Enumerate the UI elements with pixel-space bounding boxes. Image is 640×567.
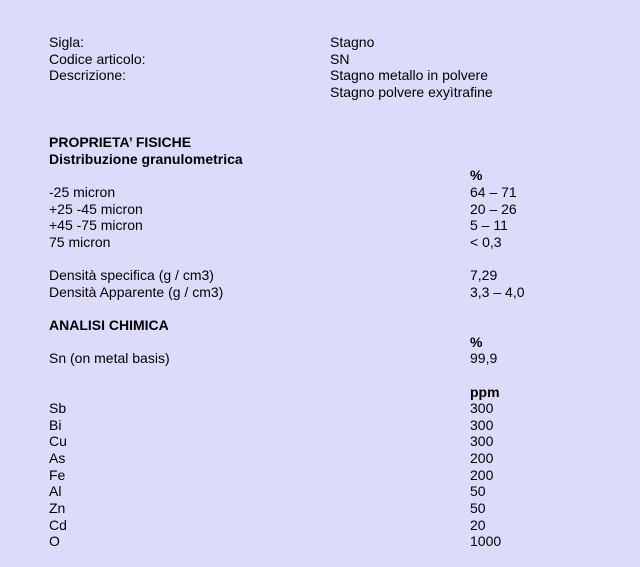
element-value: 300: [470, 400, 494, 416]
element-value: 50: [470, 483, 486, 499]
chemical-ppm-unit: ppm: [470, 384, 500, 400]
element-value: 50: [470, 500, 486, 516]
table-row: [49, 433, 640, 450]
descrizione-value-2: Stagno polvere exyìtrafine: [330, 84, 493, 100]
element-label: Al: [49, 483, 62, 499]
granulometry-label: +45 -75 micron: [49, 217, 143, 233]
element-label: Fe: [49, 467, 66, 483]
granulometry-value: < 0,3: [470, 234, 502, 250]
table-row: [49, 267, 640, 284]
chemical-ppm-unit-row: [49, 384, 640, 401]
table-row: [49, 234, 640, 251]
density-value: 3,3 – 4,0: [470, 284, 525, 300]
table-row: [49, 417, 640, 434]
codice-label: Codice articolo:: [49, 51, 146, 67]
descrizione-label: Descrizione:: [49, 67, 127, 83]
element-value: 1000: [470, 533, 502, 549]
chemical-percent-unit: %: [470, 334, 483, 350]
table-row: [49, 400, 640, 417]
element-value: 20: [470, 517, 486, 533]
table-row: [49, 284, 640, 301]
physical-title: [49, 134, 640, 151]
descrizione-row-2: [49, 84, 640, 101]
granulometry-value: 20 – 26: [470, 201, 517, 217]
table-row: [49, 517, 640, 534]
granulometry-value: 5 – 11: [470, 217, 508, 233]
table-row: [49, 201, 640, 218]
element-value: 200: [470, 450, 494, 466]
physical-unit-row: [49, 167, 640, 184]
sigla-row: [49, 34, 640, 51]
chemical-title: [49, 317, 640, 334]
element-label: Bi: [49, 417, 62, 433]
element-label: Zn: [49, 500, 66, 516]
granulometry-value: 64 – 71: [470, 184, 517, 200]
granulometry-label: -25 micron: [49, 184, 116, 200]
density-label: Densità specifica (g / cm3): [49, 267, 214, 283]
table-row: [49, 500, 640, 517]
granulometry-label: +25 -45 micron: [49, 201, 143, 217]
element-label: Cu: [49, 433, 67, 449]
chemical-title-text: ANALISI CHIMICA: [49, 317, 169, 333]
element-value: 300: [470, 417, 494, 433]
chemical-percent-unit-row: [49, 334, 640, 351]
table-row: [49, 350, 640, 367]
table-row: [49, 483, 640, 500]
physical-subtitle-text: Distribuzione granulometrica: [49, 151, 243, 167]
physical-unit: %: [470, 167, 483, 183]
element-label: Cd: [49, 517, 67, 533]
descrizione-value-1: Stagno metallo in polvere: [330, 67, 488, 83]
table-row: [49, 217, 640, 234]
element-label: As: [49, 450, 66, 466]
sigla-value: Stagno: [330, 34, 375, 50]
sigla-label: Sigla:: [49, 34, 85, 50]
sn-label: Sn (on metal basis): [49, 350, 170, 366]
element-label: Sb: [49, 400, 67, 416]
table-row: [49, 467, 640, 484]
descrizione-row: [49, 67, 640, 84]
codice-row: [49, 51, 640, 68]
density-label: Densità Apparente (g / cm3): [49, 284, 224, 300]
physical-title-text: PROPRIETA’ FISICHE: [49, 134, 192, 150]
physical-subtitle: [49, 151, 640, 168]
element-value: 300: [470, 433, 494, 449]
density-value: 7,29: [470, 267, 498, 283]
table-row: [49, 450, 640, 467]
sn-value: 99,9: [470, 350, 498, 366]
table-row: [49, 533, 640, 550]
granulometry-label: 75 micron: [49, 234, 111, 250]
table-row: [49, 184, 640, 201]
element-label: O: [49, 533, 60, 549]
element-value: 200: [470, 467, 494, 483]
codice-value: SN: [330, 51, 350, 67]
